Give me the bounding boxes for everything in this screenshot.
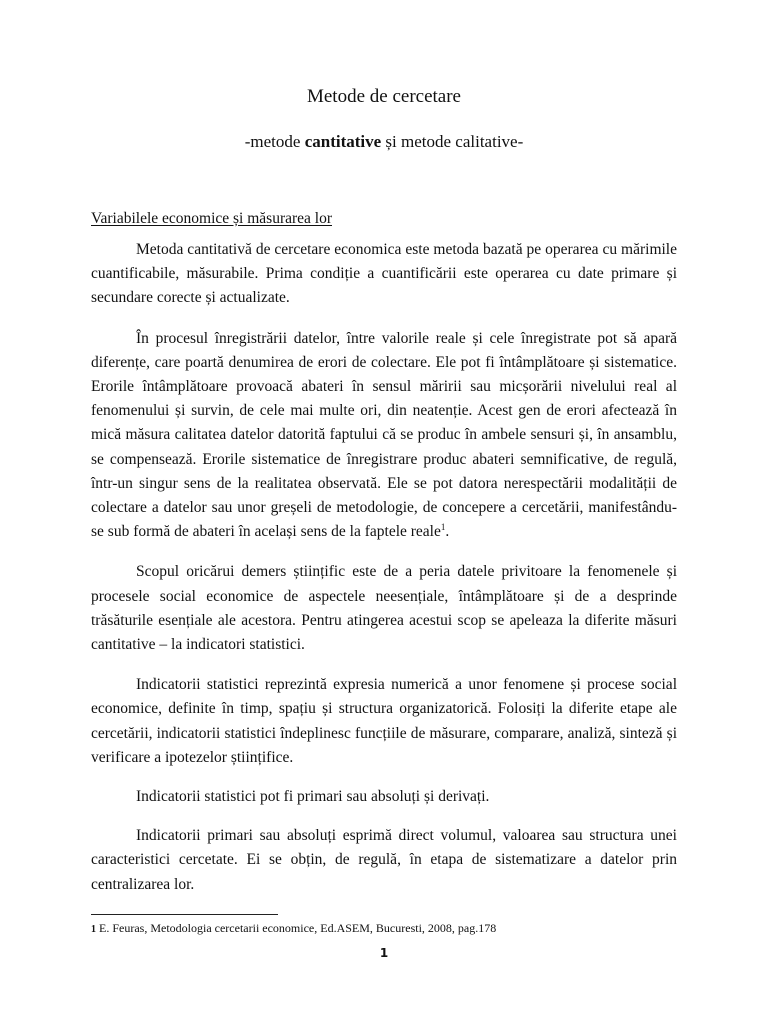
- footnote-reference[interactable]: 1: [440, 522, 446, 533]
- footnote-text: E. Feuras, Metodologia cercetarii economice, Ed.ASEM, Bucuresti, 2008, pag.178: [96, 921, 497, 935]
- paragraph-text: În procesul înregistrării datelor, între valorile reale și cele înregistrate pot să apară diferențe, care poartă denumirea de erori de colectare. Ele pot fi întâmplătoare și sistematice. Erorile întâmplătoare provoacă abateri în sensul măririi sau micșorării nivelului real al fenomenului și survin, de cele mai multe ori, din neatenție. Acest gen de erori afectează în mică măsura calitatea datelor datorită faptului că se produc în ambele sensuri și, în ansamblu, se compensează. Erorile sistematice de înregistrare produc abateri semnificative, de regulă, într-un singur sens de la realitatea observată. Ele se pot datora nerespectării modalității de colectare a datelor sau unor greșeli de metodologie, de concepere a cercetării, manifestându-se sub formă de abateri în același sens de la faptele reale: [91, 329, 677, 541]
- footnote-separator: [91, 914, 278, 915]
- paragraph-with-footnote: [91, 327, 677, 545]
- paragraph: Indicatorii statistici pot fi primari sau absoluți și derivați.: [136, 788, 490, 806]
- page-number: 1: [379, 946, 389, 960]
- paragraph: Metoda cantitativă de cercetare economica este metoda bazată pe operarea cu mărimile cuantificabile, măsurabile. Prima condiție a cuantificării este operarea cu date primare și secundare corecte și actualizate.: [91, 241, 677, 307]
- subtitle-prefix: -metode: [244, 132, 305, 151]
- paragraph: Indicatorii statistici reprezintă expresia numerică a unor fenomene și procese social economice, definite în timp, spațiu și structura organizatorică. Folosiți la diferite etape ale cercetării, indicatorii statistici îndeplinesc funcțiile de măsurare, comparare, analiză, sinteză și verificare a ipotezelor științifice.: [91, 676, 677, 766]
- subtitle-bold-word: cantitative: [304, 132, 382, 151]
- paragraph: Indicatorii primari sau absoluți esprimă direct volumul, valoarea sau structura unei caracteristici cercetate. Ei se obțin, de regulă, în etapa de sistematizare a datelor prin centralizarea lor.: [91, 827, 677, 893]
- footnote-mark: 1: [91, 924, 96, 935]
- subtitle-suffix: și metode calitative-: [381, 132, 524, 151]
- document-title: Metode de cercetare: [306, 86, 461, 107]
- section-heading: Variabilele economice și măsurarea lor: [91, 210, 332, 227]
- paragraph: Scopul oricărui demers științific este de a peria datele privitoare la fenomenele și procesele social economice de aspectele neesențiale, întâmplătoare și de a desprinde trăsăturile esențiale ale acestora. Pentru atingerea acestui scop se apeleaza la diferite măsuri cantitative – la indicatori statistici.: [91, 563, 677, 654]
- paragraph-end-punctuation: .: [445, 523, 450, 541]
- document-subtitle: [0, 132, 768, 152]
- footnote: [91, 921, 496, 936]
- body-text: [91, 238, 677, 913]
